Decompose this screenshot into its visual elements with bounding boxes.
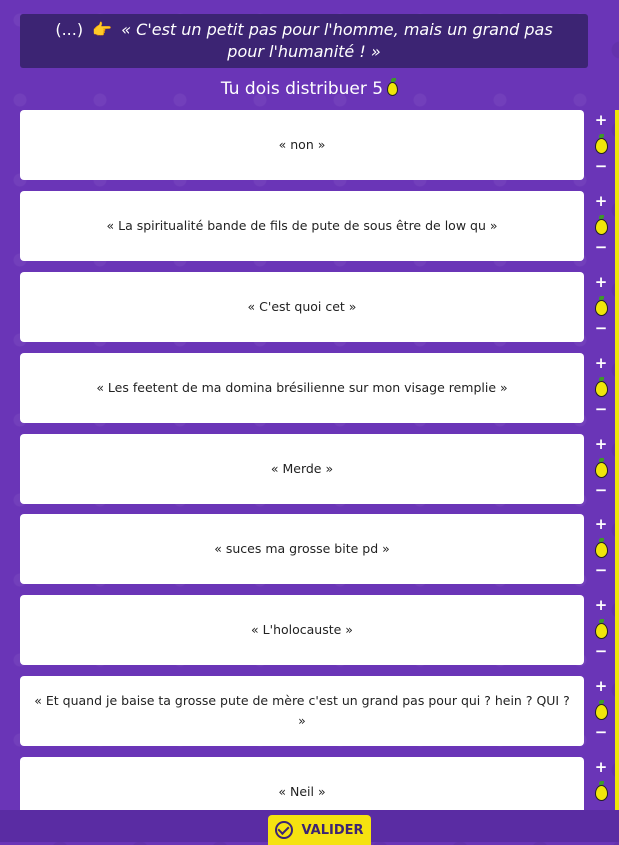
answer-card [20,110,584,180]
answer-card [20,191,584,261]
plus-button[interactable]: + [594,273,608,291]
answer-card [20,595,584,665]
answer-text: « L'holocauste » [251,622,353,637]
plus-button[interactable]: + [594,354,608,372]
lemon-icon [387,82,398,96]
vote-controls [590,353,612,423]
answer-text: « non » [278,137,326,152]
vote-controls [590,110,612,180]
validate-label: VALIDER [301,822,364,838]
vote-controls [590,595,612,665]
answer-text: « suces ma grosse bite pd » [214,541,390,556]
lemon-icon [595,462,608,478]
minus-button[interactable]: − [594,561,608,579]
minus-button[interactable]: − [594,481,608,499]
answer-text: « Les feetent de ma domina brésilienne sur mon visage remplie » [96,380,508,395]
minus-button[interactable]: − [594,238,608,256]
plus-button[interactable]: + [594,515,608,533]
vote-controls [590,434,612,504]
pointing-hand-icon: 👉 [92,20,113,39]
minus-button[interactable]: − [594,319,608,337]
answer-card [20,676,584,746]
lemon-icon [595,542,608,558]
prompt-quote: « C'est un petit pas pour l'homme, mais un grand pas pour l'humanité ! » [121,20,553,61]
lemon-icon [595,138,608,154]
lemon-icon [595,704,608,720]
lemon-icon [595,785,608,801]
answer-text: « Et quand je baise ta grosse pute de mère c'est un grand pas pour qui ? hein ? QUI ? » [34,693,570,728]
minus-button[interactable]: − [594,157,608,175]
vote-controls [590,272,612,342]
vote-controls [590,514,612,584]
lemon-icon [595,300,608,316]
answer-text: « Merde » [270,461,334,476]
answer-text: « Neil » [278,784,326,799]
answer-card [20,272,584,342]
plus-button[interactable]: + [594,596,608,614]
validate-button[interactable] [268,815,371,845]
plus-button[interactable]: + [594,192,608,210]
minus-button[interactable]: − [594,642,608,660]
distribution-text: Tu dois distribuer 5 [220,79,384,99]
lemon-icon [595,623,608,639]
answer-text: « C'est quoi cet » [247,299,357,314]
plus-button[interactable]: + [594,677,608,695]
lemon-icon [595,219,608,235]
vote-controls [590,676,612,746]
minus-button[interactable]: − [594,400,608,418]
answer-text: « La spiritualité bande de fils de pute de sous être de low qu » [106,218,498,233]
plus-button[interactable]: + [594,435,608,453]
answer-card [20,353,584,423]
check-circle-icon [275,821,293,839]
prompt-prefix: (...) [55,20,84,39]
answer-card [20,434,584,504]
answer-card [20,514,584,584]
scrollbar[interactable] [615,110,619,810]
plus-button[interactable]: + [594,111,608,129]
prompt-banner [20,14,588,68]
distribution-instruction [0,76,619,102]
lemon-icon [595,381,608,397]
minus-button[interactable]: − [594,723,608,741]
plus-button[interactable]: + [594,758,608,776]
vote-controls [590,191,612,261]
